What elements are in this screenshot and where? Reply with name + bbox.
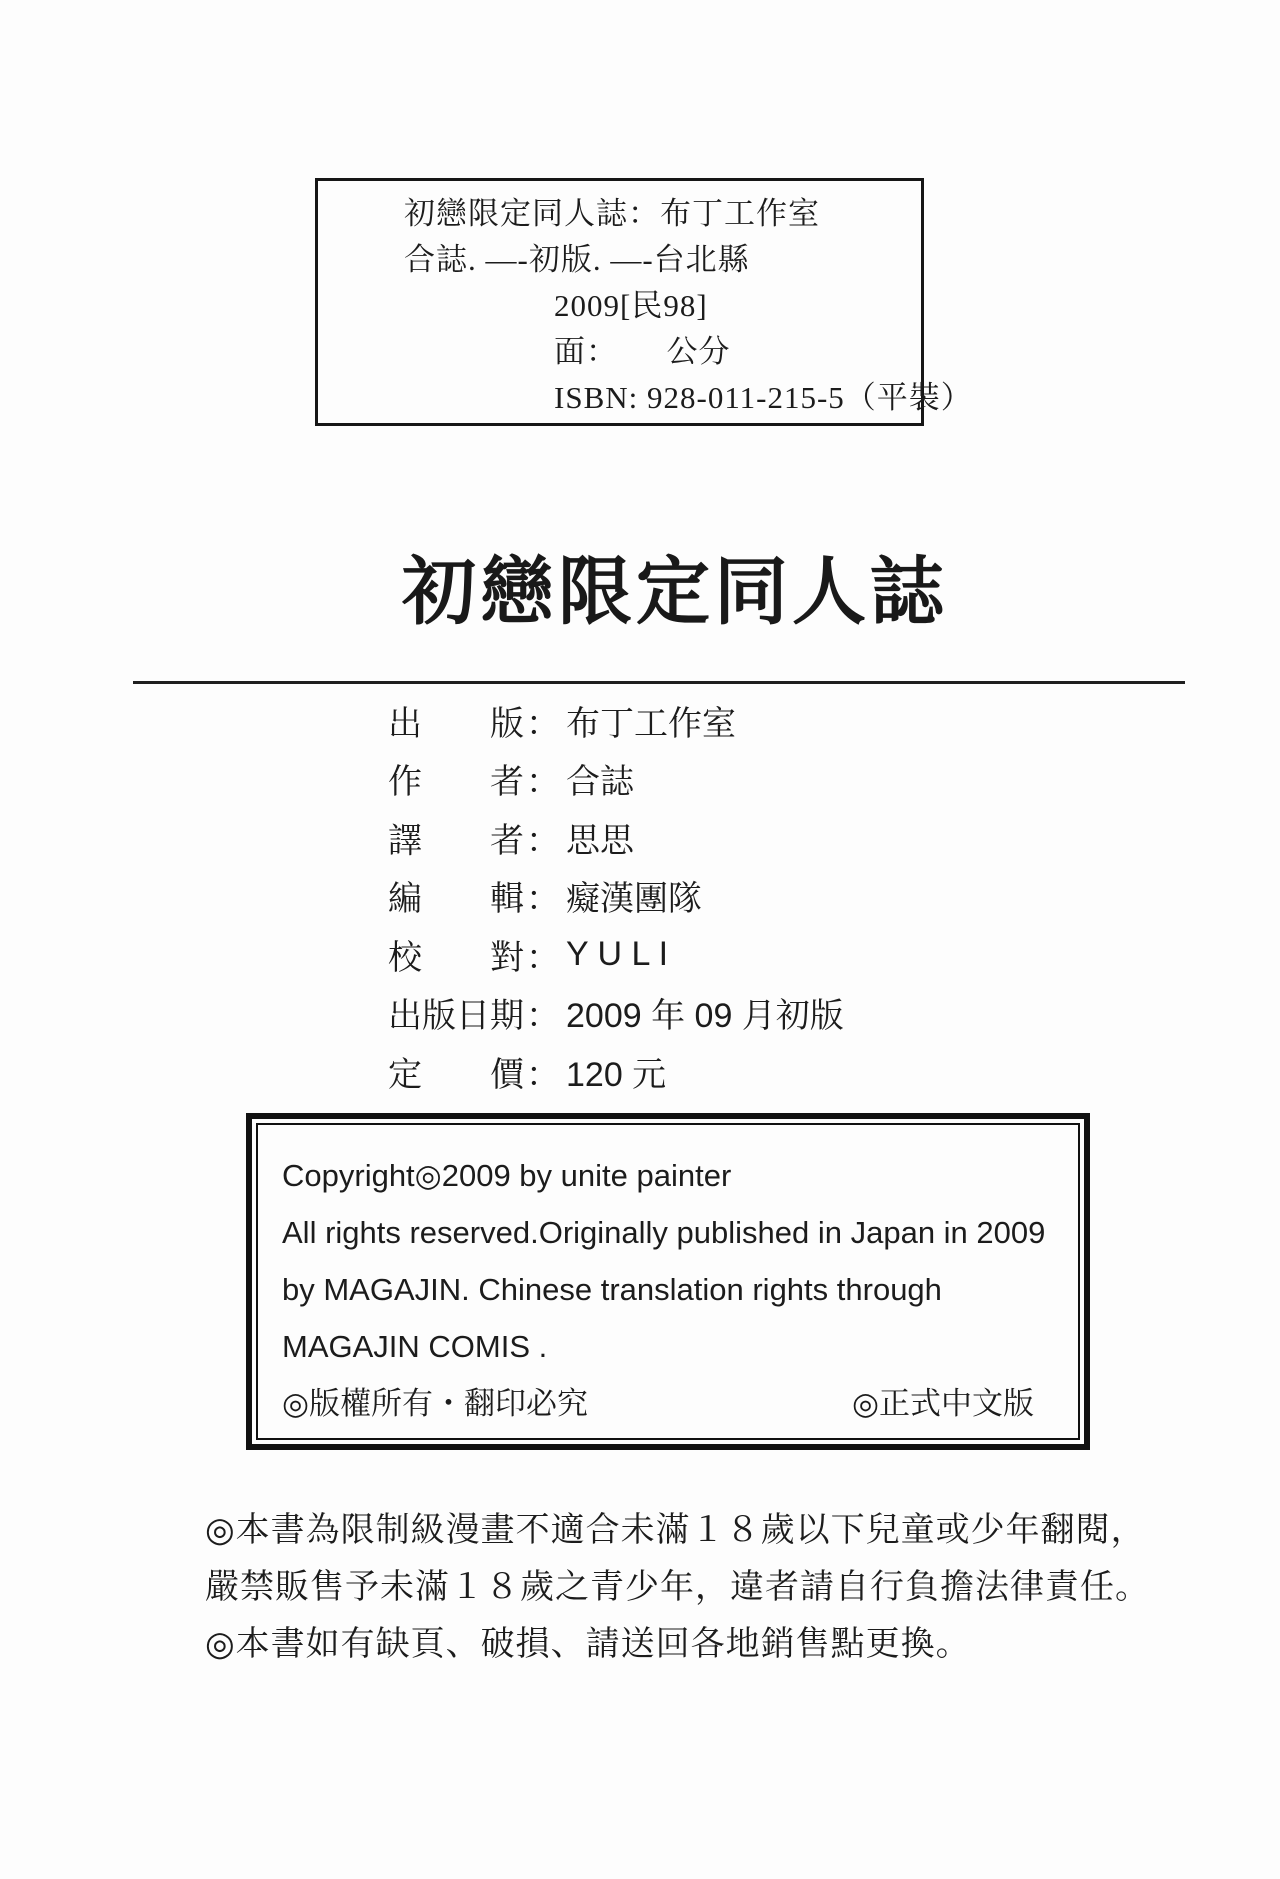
detail-row-editor — [388, 867, 844, 926]
detail-colon: ： — [526, 880, 560, 919]
detail-value: 思思 — [566, 821, 634, 860]
detail-value: 120 元 — [566, 1055, 667, 1094]
detail-row-proofreader — [388, 925, 844, 984]
age-disclaimer — [205, 1502, 1150, 1673]
detail-label: 出版日期 — [388, 997, 524, 1036]
detail-row-publisher — [388, 691, 844, 750]
detail-colon: ： — [526, 997, 560, 1036]
disclaimer-line-3: ◎本書如有缺頁、破損、請送回各地銷售點更換。 — [205, 1625, 971, 1663]
detail-label: 定價 — [388, 1055, 524, 1094]
rights-reserved-note: ◎版權所有・翻印必究 — [282, 1386, 589, 1421]
detail-label: 出版 — [388, 704, 524, 743]
cip-catalog-box — [315, 178, 973, 426]
copyright-bottom-row — [282, 1375, 1034, 1432]
publication-details — [388, 691, 844, 1101]
detail-row-author — [388, 750, 844, 809]
copyright-box — [246, 1113, 1090, 1450]
cip-line-edition: 合誌. —-初版. —-台北縣 — [404, 242, 750, 277]
detail-value: 布丁工作室 — [566, 704, 736, 743]
cip-line-year: 2009[民98] — [554, 288, 708, 323]
book-title: 初戀限定同人誌 — [402, 550, 948, 633]
detail-row-translator — [388, 808, 844, 867]
divider-line — [133, 681, 1185, 684]
detail-colon: ： — [526, 938, 560, 977]
official-chinese-edition-note: ◎正式中文版 — [851, 1386, 1034, 1421]
copyright-box-inner — [256, 1123, 1080, 1440]
detail-value: Y U L I — [566, 934, 669, 973]
copyright-line-1: Copyright◎2009 by unite painter — [282, 1158, 732, 1193]
detail-colon: ： — [526, 1055, 560, 1094]
detail-label: 作者 — [388, 763, 524, 802]
copyright-line-4: MAGAJIN COMIS . — [282, 1329, 548, 1364]
detail-value: 合誌 — [566, 763, 634, 802]
cip-line-title: 初戀限定同人誌：布丁工作室 — [404, 196, 820, 231]
detail-label: 譯者 — [388, 821, 524, 860]
disclaimer-line-2: 嚴禁販售予未滿１８歲之青少年，違者請自行負擔法律責任。 — [205, 1568, 1150, 1606]
detail-row-pubdate — [388, 984, 844, 1043]
detail-label: 編輯 — [388, 880, 524, 919]
detail-value: 癡漢團隊 — [566, 880, 702, 919]
detail-row-price — [388, 1042, 844, 1101]
detail-colon: ： — [526, 763, 560, 802]
copyright-line-3: by MAGAJIN. Chinese translation rights through — [282, 1272, 942, 1307]
disclaimer-line-1: ◎本書為限制級漫畫不適合未滿１８歲以下兒童或少年翻閱， — [205, 1511, 1146, 1549]
cip-line-size: 面： 公分 — [554, 334, 731, 369]
detail-colon: ： — [526, 821, 560, 860]
detail-label: 校對 — [388, 938, 524, 977]
detail-value: 2009 年 09 月初版 — [566, 997, 844, 1036]
copyright-line-2: All rights reserved.Originally published in Japan in 2009 — [282, 1215, 1046, 1250]
detail-colon: ： — [526, 704, 560, 743]
cip-line-isbn: ISBN: 928-011-215-5（平裝） — [554, 380, 973, 415]
